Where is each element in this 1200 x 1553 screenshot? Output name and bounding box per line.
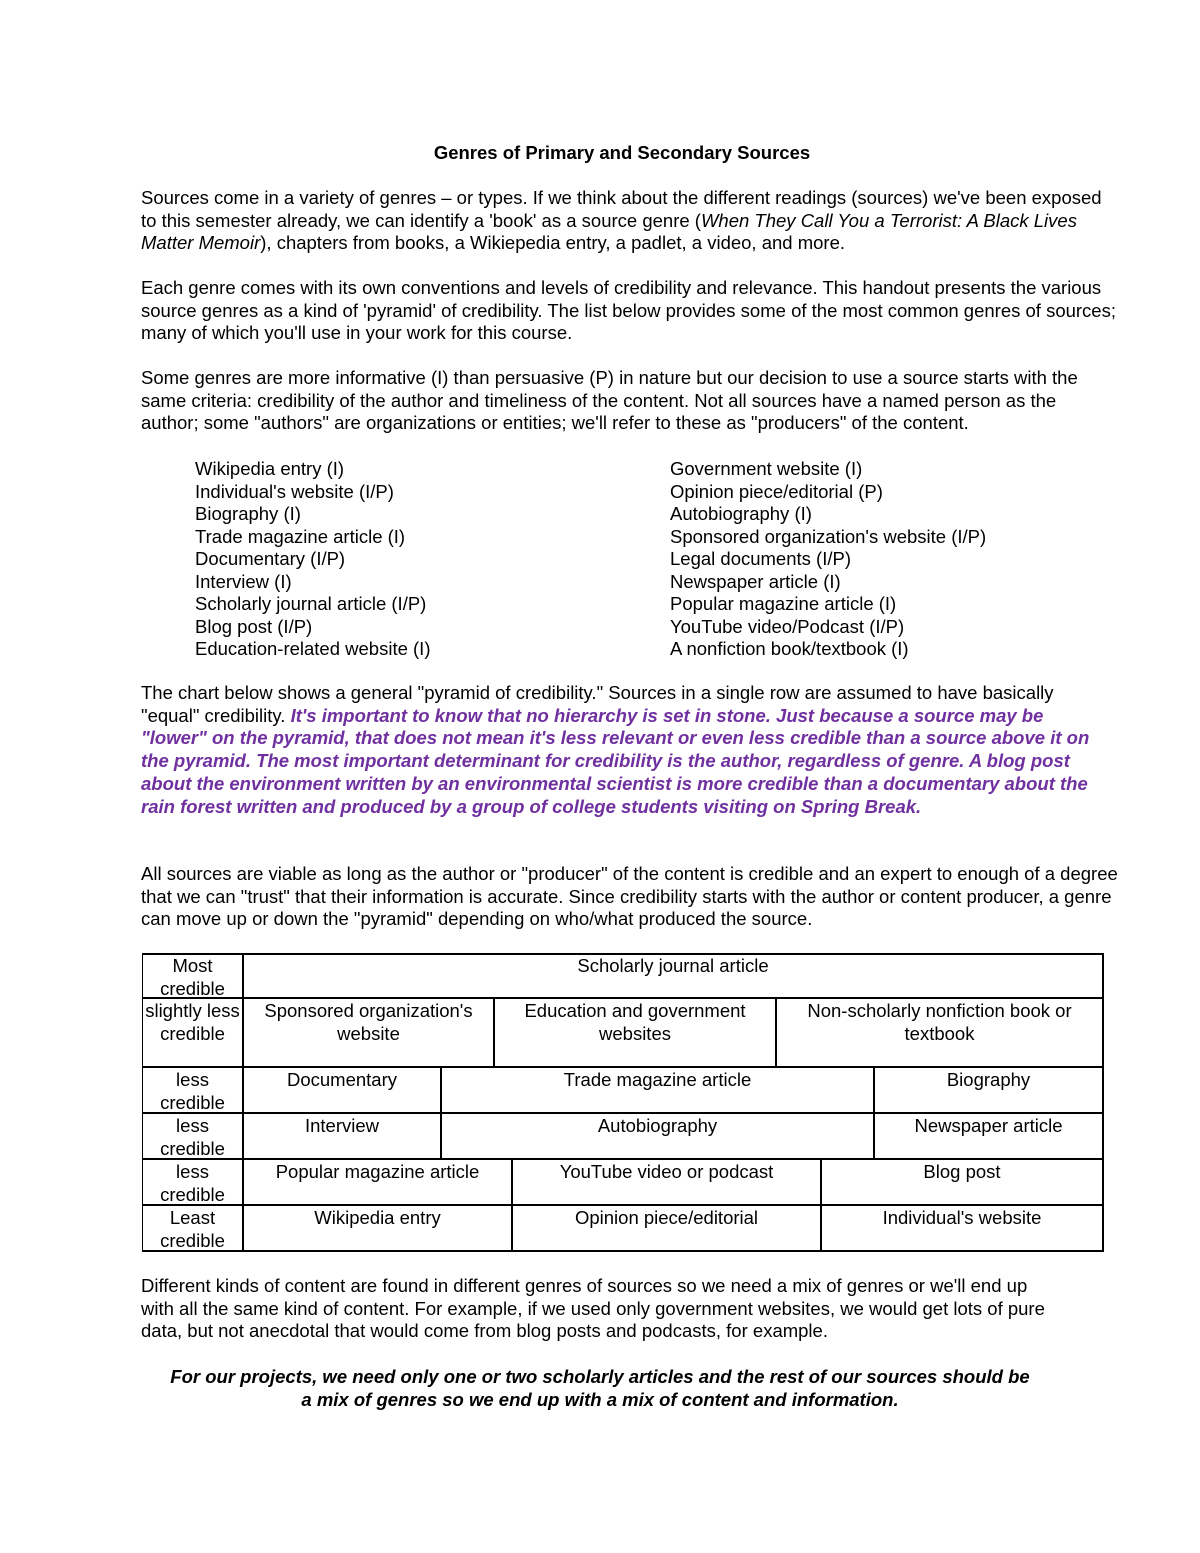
page-title: Genres of Primary and Secondary Sources [433,142,811,163]
genre-item: Scholarly journal article (I/P) [195,593,427,614]
genre-item: Autobiography (I) [670,503,812,524]
pyramid-cell: Scholarly journal article [577,955,769,976]
pyramid-cell: Interview [304,1115,380,1136]
genre-item: A nonfiction book/textbook (I) [670,638,909,659]
genre-item: Sponsored organization's website (I/P) [670,525,987,547]
credibility-level: less credible [160,1161,225,1205]
pyramid-cell: Sponsored organization's website [264,1000,473,1044]
pyramid-cell: Blog post [923,1161,1001,1182]
genre-item: Opinion piece/editorial (P) [670,480,883,502]
pyramid-cell: Non-scholarly nonfiction book or textbook [807,1000,1072,1044]
genre-list-right [670,458,986,661]
closing-line: a mix of genres so we end up with a mix of content and information. [301,1388,899,1410]
credibility-level: less credible [160,1069,225,1113]
closing-statement [120,1366,1080,1411]
pyramid-cell: Individual's website [882,1207,1042,1228]
genre-item: Wikipedia entry (I) [195,458,345,479]
pyramid-cell: Documentary [286,1069,397,1090]
pyramid-cell: Opinion piece/editorial [574,1207,759,1228]
genre-item: Legal documents (I/P) [670,548,851,569]
credibility-level: Least credible [160,1207,225,1251]
closing-line: For our projects, we need only one or two scholarly articles and the rest of our sources should be [170,1366,1030,1387]
pyramid-cell: Popular magazine article [275,1161,480,1182]
genre-item: Trade magazine article (I) [195,525,406,547]
intro-paragraph [141,187,1116,255]
genre-item: Popular magazine article (I) [670,593,897,614]
pyramid-cell: Education and government websites [524,1000,746,1044]
genre-item: Interview (I) [195,570,292,592]
intro-text-2: ), chapters from books, a Wikiepedia entry, a padlet, a video, and more. [260,232,846,254]
book-title: When They Call You a Terrorist: A Black Lives Matter Memoir [141,209,1077,254]
genre-item: Individual's website (I/P) [195,480,394,502]
genre-item: YouTube video/Podcast (I/P) [670,615,905,637]
genre-item: Documentary (I/P) [195,548,346,569]
genre-item: Education-related website (I) [195,638,431,659]
criteria-paragraph: Some genres are more informative (I) than persuasive (P) in nature but our decision to use a source starts with the same criteria: credibility of the author and timeliness of the content. Not all sources have a named person as the author; some "authors" are organizations or entities; we'll refer to these as "producers" of the content. [141,367,1078,434]
genre-item: Government website (I) [670,458,863,479]
credibility-level: less credible [160,1115,225,1159]
pyramid-cell: YouTube video or podcast [559,1161,774,1182]
pyramid-cell: Biography [946,1069,1031,1090]
genre-item: Newspaper article (I) [670,570,841,592]
mix-paragraph: Different kinds of content are found in different genres of sources so we need a mix of genres or we'll end up with all the same kind of content. For example, if we used only government websites, we would get lots of pure data, but not anecdotal that would come from blog posts and podcasts, for example. [141,1275,1045,1342]
pyramid-intro-paragraph [141,682,1111,818]
pyramid-cell: Autobiography [597,1115,718,1136]
emphasis-text: It's important to know that no hierarchy is set in stone. Just because a source may be "lower" on the pyramid, that does not mean it's less relevant or even less credible than a source above it on the pyramid. The most important determinant for credibility is the author, regardless of genre. A blog post about the environment written by an environmental scientist is more credible than a documentary about the rain forest written and produced by a group of college students visiting on Spring Break. [141,704,1090,817]
pyramid-cell: Wikipedia entry [314,1207,441,1228]
conventions-paragraph: Each genre comes with its own conventions and levels of credibility and relevance. This handout presents the various source genres as a kind of 'pyramid' of credibility. The list below provides some of the most common genres of sources; many of which you'll use in your work for this course. [141,277,1116,344]
credibility-level: Most credible [160,955,225,999]
pyramid-cell: Newspaper article [914,1115,1063,1136]
genre-item: Blog post (I/P) [195,615,313,637]
pyramid-intro-text: The chart below shows a general "pyramid of credibility." Sources in a single row are assumed to have basically "equal" credibility. [141,682,1054,726]
credibility-pyramid-table [142,953,1104,1253]
viability-paragraph: All sources are viable as long as the author or "producer" of the content is credible and an expert to enough of a degree that we can "trust" that their information is accurate. Since credibility starts with the author or content producer, a genre can move up or down the "pyramid" depending on who/what produced the source. [141,863,1118,930]
intro-text-1: Sources come in a variety of genres – or types. If we think about the different readings (sources) we've been exposed to this semester already, we can identify a 'book' as a source genre ( [141,187,1102,231]
credibility-level: slightly less credible [145,1000,240,1044]
genre-item: Biography (I) [195,503,301,524]
genre-list-left [195,458,430,661]
pyramid-cell: Trade magazine article [563,1069,752,1090]
